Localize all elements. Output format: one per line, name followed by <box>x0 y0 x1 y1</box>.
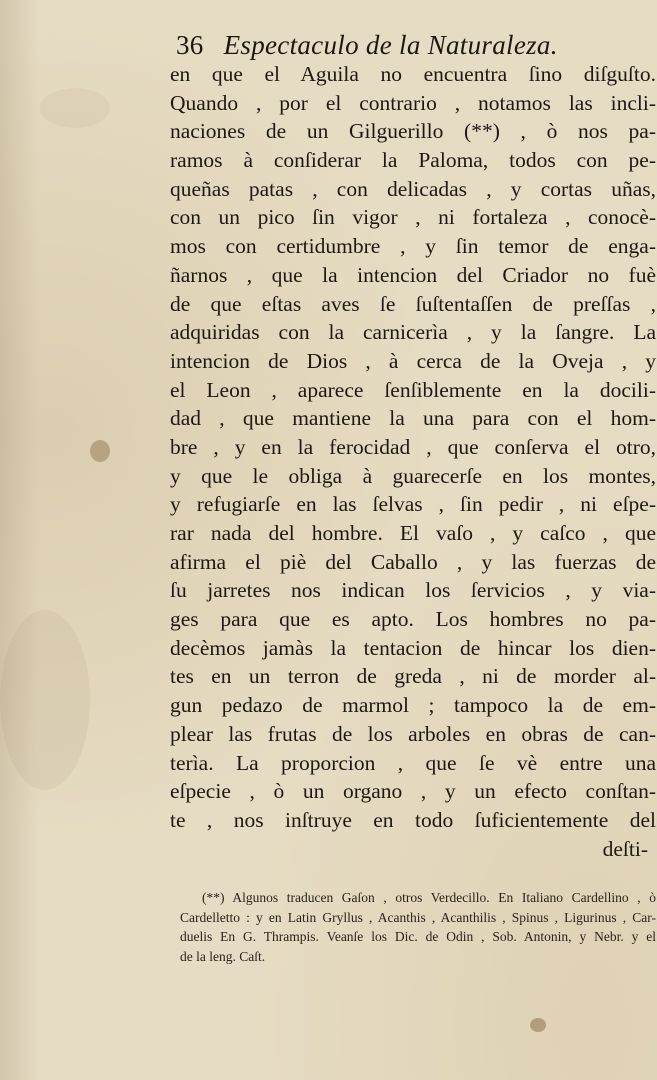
text-line: gun pedazo de marmol ; tampoco la de em- <box>170 693 656 718</box>
text-line: eſpecie , ò un organo , y un efecto conſtan- <box>170 779 656 804</box>
text-line: y refugiarſe en las ſelvas , ſin pedir , ni eſpe- <box>170 492 656 517</box>
text-line: ſu jarretes nos indican los ſervicios , y via- <box>170 578 656 603</box>
running-header <box>176 28 606 62</box>
text-line: adquiridas con la carnicerìa , y la ſangre. La <box>170 320 656 345</box>
text-line: Quando , por el contrario , notamos las incli- <box>170 90 656 115</box>
footnote-line: (**) Algunos traducen Gaſon , otros Verdecillo. En Italiano Cardellino , ò <box>202 890 656 905</box>
text-line: bre , y en la ferocidad , que conſerva el otro, <box>170 434 656 459</box>
ink-stain <box>90 440 110 462</box>
text-line: terìa. La proporcion , que ſe vè entre una <box>170 750 656 775</box>
text-line: ges para que es apto. Los hombres no pa- <box>170 607 656 632</box>
catchword: deſti- <box>602 836 648 861</box>
paper-discoloration <box>0 610 90 790</box>
body-text <box>170 60 656 863</box>
footnote <box>180 888 656 966</box>
page-number: 36 <box>176 30 204 60</box>
text-line: el Leon , aparece ſenſiblemente en la docili- <box>170 377 656 402</box>
text-line: intencion de Dios , à cerca de la Oveja , y <box>170 348 656 373</box>
text-line: y que le obliga à guarecerſe en los montes, <box>170 463 656 488</box>
footnote-line: duelis En G. Thrampis. Veanſe los Dic. de Odin , Sob. Antonin, y Nebr. y el <box>180 929 656 944</box>
text-line: en que el Aguila no encuentra ſino diſguſto. <box>170 62 656 86</box>
text-line: plear las frutas de los arboles en obras de can- <box>170 721 656 746</box>
text-line: te , nos inſtruye en todo ſuficientemente del <box>170 807 656 832</box>
text-line: dad , que mantiene la una para con el hom- <box>170 406 656 431</box>
ink-stain <box>530 1018 546 1032</box>
text-line: naciones de un Gilguerillo (**) , ò nos pa- <box>170 119 656 144</box>
text-line: de que eſtas aves ſe ſuſtentaſſen de preſſas , <box>170 291 656 316</box>
footnote-line: Cardelletto : y en Latin Gryllus , Acanthis , Acanthilis , Spinus , Ligurinus , Car- <box>180 909 656 925</box>
running-title: Espectaculo de la Naturaleza. <box>223 30 558 60</box>
paper-discoloration <box>40 88 110 128</box>
text-line: afirma el piè del Caballo , y las fuerzas de <box>170 549 656 574</box>
text-line: con un pico ſin vigor , ni fortaleza , conocè- <box>170 205 656 230</box>
text-line: queñas patas , con delicadas , y cortas uñas, <box>170 176 656 201</box>
footnote-line: de la leng. Caſt. <box>180 948 266 964</box>
text-line: tes en un terron de greda , ni de morder al- <box>170 664 656 689</box>
text-line: rar nada del hombre. El vaſo , y caſco , que <box>170 521 656 545</box>
text-line: ramos à conſiderar la Paloma, todos con pe- <box>170 148 656 173</box>
text-line: mos con certidumbre , y ſin temor de enga- <box>170 234 656 259</box>
text-line: ñarnos , que la intencion del Criador no fuè <box>170 262 656 287</box>
text-line: decèmos jamàs la tentacion de hincar los dien- <box>170 635 656 660</box>
